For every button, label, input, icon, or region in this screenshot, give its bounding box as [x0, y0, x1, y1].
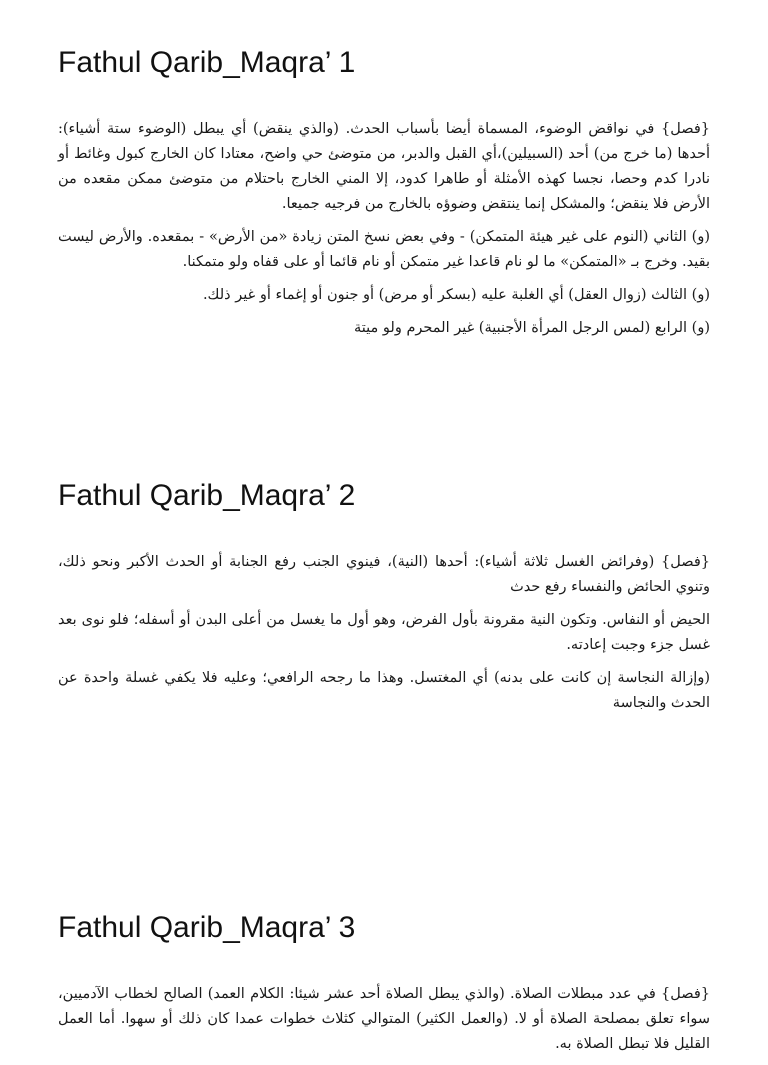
section-title: Fathul Qarib_Maqra’ 3 [58, 911, 356, 944]
section-maqra-2 [58, 478, 710, 724]
section-maqra-3 [58, 910, 710, 1065]
paragraph: (وإزالة النجاسة إن كانت على بدنه) أي المغتسل. وهذا ما رجحه الرافعي؛ وعليه فلا يكفي غسلة واحدة عن الحدث والنجاسة [58, 670, 710, 711]
paragraph: (و) الرابع (لمس الرجل المرأة الأجنبية) غير المحرم ولو ميتة [354, 320, 710, 336]
section-body [58, 982, 710, 1057]
section-maqra-1 [58, 45, 710, 349]
paragraph: {فصل} (وفرائض الغسل ثلاثة أشياء): أحدها (النية)، فينوي الجنب رفع الجنابة أو الحدث الأكبر ونحو ذلك، وتنوي الحائض والنفساء رفع حدث [58, 554, 710, 595]
paragraph: (و) الثالث (زوال العقل) أي الغلبة عليه (بسكر أو مرض) أو جنون أو إغماء أو غير ذلك. [202, 287, 710, 303]
section-title: Fathul Qarib_Maqra’ 2 [58, 479, 356, 512]
paragraph: (و) الثاني (النوم على غير هيئة المتمكن) - وفي بعض نسخ المتن زيادة «من الأرض» - بمقعده. والأرض ليست بقيد. وخرج بـ «المتمكن» ما لو نام قاعدا غير متمكن أو نام قائما أو على قفاه ولو متمكنا. [58, 229, 710, 270]
section-body [58, 117, 710, 341]
paragraph: {فصل} في عدد مبطلات الصلاة. (والذي يبطل الصلاة أحد عشر شيئا: الكلام العمد) الصالح لخطاب الآدميين، سواء تعلق بمصلحة الصلاة أو لا. (والعمل الكثير) المتوالي كثلاث خطوات عمدا كان ذلك أو سهوا. أما العمل القليل فلا تبطل الصلاة به. [58, 986, 710, 1052]
paragraph: {فصل} في نواقض الوضوء، المسماة أيضا بأسباب الحدث. (والذي ينقض) أي يبطل (الوضوء ستة أشياء): أحدها (ما خرج من) أحد (السبيلين)،أي القبل والدبر، من متوضئ حي واضح، معتادا كان الخارج كبول وغائط أو نادرا كدم وحصا، نجسا كهذه الأمثلة أو طاهرا كدود، إلا المني الخارج باحتلام من متوضئ ممكن مقعده من الأرض فلا ينقض؛ والمشكل إنما ينتقض وضوؤه بالخارج من فرجيه جميعا. [58, 121, 710, 212]
section-body [58, 550, 710, 716]
section-title: Fathul Qarib_Maqra’ 1 [58, 46, 356, 79]
paragraph: الحيض أو النفاس. وتكون النية مقرونة بأول الفرض، وهو أول ما يغسل من أعلى البدن أو أسفله؛ فلو نوى بعد غسل جزء وجبت إعادته. [58, 612, 710, 653]
